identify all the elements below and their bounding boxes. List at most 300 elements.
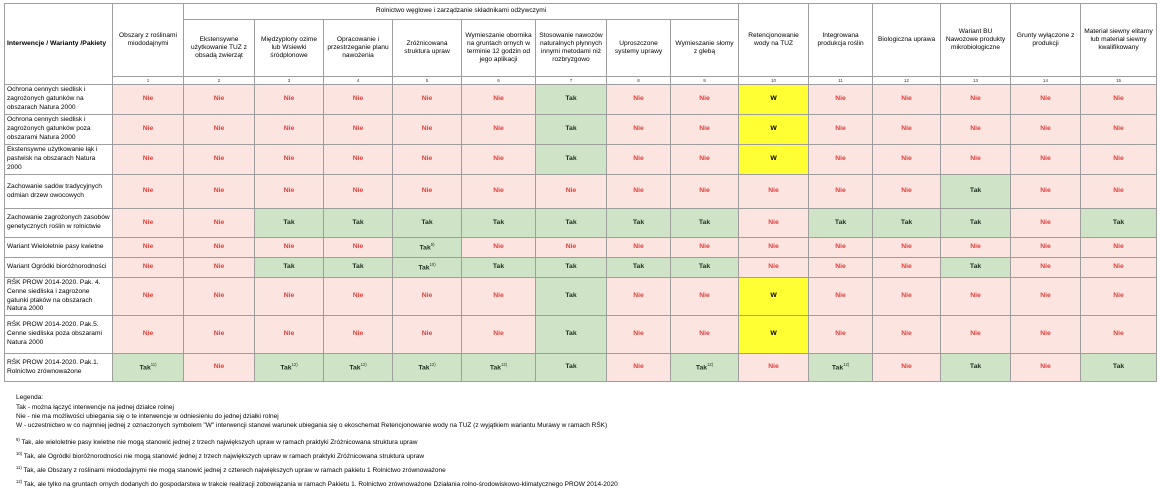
cell-tak — [393, 354, 462, 382]
cell-nie — [113, 316, 184, 354]
cell-value: Nie — [970, 292, 981, 300]
cell-nie — [1011, 354, 1081, 382]
cell-value: Nie — [493, 330, 504, 338]
cell-value: Nie — [1113, 155, 1124, 163]
cell-value: Nie — [142, 263, 154, 271]
cell-value: Nie — [970, 125, 981, 133]
cell-nie — [873, 145, 941, 175]
column-number: 15 — [1081, 77, 1157, 85]
cell-value: Nie — [213, 155, 225, 163]
cell-nie — [739, 258, 809, 278]
cell-value: Nie — [1040, 363, 1051, 371]
footnote-ref: 9) — [430, 242, 435, 248]
footnote-ref: 12) — [429, 362, 436, 368]
cell-w — [739, 278, 809, 316]
cell-value: Nie — [901, 363, 912, 371]
cell-nie — [184, 278, 255, 316]
cell-tak — [873, 209, 941, 238]
cell-value: Nie — [835, 95, 846, 103]
cell-value: Nie — [1040, 330, 1051, 338]
cell-value: Nie — [352, 125, 364, 133]
column-number: 12 — [873, 77, 941, 85]
cell-value: Nie — [421, 292, 433, 300]
cell-value: Nie — [1040, 187, 1051, 195]
cell-nie — [324, 85, 393, 115]
cell-nie — [1081, 85, 1157, 115]
row-label: RŚK PROW 2014-2020. Pak.5. Cenne siedliska poza obszarami Natura 2000 — [5, 316, 113, 354]
table-row — [5, 238, 1157, 258]
cell-nie — [393, 145, 462, 175]
cell-value: Tak — [421, 218, 433, 226]
cell-value: Nie — [768, 243, 779, 251]
cell-nie — [255, 175, 324, 209]
cell-value: Tak — [831, 364, 844, 372]
cell-nie — [1081, 258, 1157, 278]
cell-value: Tak — [565, 363, 577, 371]
cell-value: Nie — [699, 243, 710, 251]
column-number: 13 — [941, 77, 1011, 85]
cell-value: Tak — [565, 155, 577, 163]
table-row — [5, 316, 1157, 354]
row-label: Zachowanie sadów tradycyjnych odmian drzew owocowych — [5, 175, 113, 209]
table-row — [5, 354, 1157, 382]
legend-line-tak: Tak - można łączyć interwencje na jednej działce rolnej — [16, 404, 174, 411]
column-number: 10 — [739, 77, 809, 85]
cell-value: Nie — [633, 187, 644, 195]
cell-nie — [739, 238, 809, 258]
cell-value: Nie — [901, 243, 912, 251]
cell-nie — [607, 354, 671, 382]
cell-value: Nie — [1113, 292, 1124, 300]
cell-nie — [113, 85, 184, 115]
cell-value: Nie — [493, 243, 504, 251]
cell-value: Nie — [835, 330, 846, 338]
cell-value: Tak — [969, 218, 982, 226]
cell-nie — [462, 115, 536, 145]
cell-nie — [184, 354, 255, 382]
column-number: 3 — [255, 77, 324, 85]
cell-nie — [671, 238, 739, 258]
row-label: Zachowanie zagrożonych zasobów genetycznych roślin w rolnictwie — [5, 209, 113, 238]
row-label: Ochrona cennych siedlisk i zagrożonych gatunków poza obszarami Natura 2000 — [5, 115, 113, 145]
cell-tak — [393, 258, 462, 278]
cell-tak — [671, 354, 739, 382]
cell-value: Nie — [283, 95, 295, 103]
column-header: Integrowana produkcja roślin — [809, 4, 873, 77]
footnote-ref: 12) — [843, 362, 850, 368]
cell-nie — [873, 354, 941, 382]
cell-value: Tak — [900, 218, 913, 226]
cell-value: Nie — [970, 330, 981, 338]
cell-nie — [607, 278, 671, 316]
cell-value: Nie — [633, 125, 644, 133]
table-row — [5, 175, 1157, 209]
cell-nie — [941, 316, 1011, 354]
footnote-ref: 12) — [501, 362, 508, 368]
cell-value: Nie — [142, 330, 154, 338]
cell-nie — [671, 316, 739, 354]
cell-value: Nie — [213, 218, 225, 226]
corner-header: Interwencje / Warianty /Pakiety — [5, 4, 113, 85]
footnote — [16, 449, 618, 461]
cell-nie — [113, 258, 184, 278]
cell-nie — [462, 175, 536, 209]
cell-value: Nie — [142, 95, 154, 103]
cell-value: Tak — [492, 263, 505, 271]
column-number: 1 — [113, 77, 184, 85]
cell-value: Nie — [633, 330, 644, 338]
cell-value: Tak — [280, 364, 292, 372]
cell-value: Nie — [493, 187, 504, 195]
cell-value: Tak — [969, 363, 982, 371]
footnote-text: Tak, ale tylko na gruntach ornych dodanych do gospodarstwa w trakcie realizacji zobowiązania w ramach Pakietu 1. Rolnictwo zrównoważone Działania rolno-środowiskowo-klimatycznego PROW 2014-2020 — [23, 481, 618, 489]
cell-nie — [607, 175, 671, 209]
cell-value: Nie — [970, 95, 981, 103]
column-number: 2 — [184, 77, 255, 85]
cell-value: Nie — [835, 243, 846, 251]
cell-tak — [941, 258, 1011, 278]
cell-nie — [607, 115, 671, 145]
cell-nie — [941, 278, 1011, 316]
cell-value: Nie — [633, 243, 644, 251]
cell-value: Nie — [1040, 125, 1051, 133]
cell-value: Nie — [699, 292, 710, 300]
cell-tak — [255, 258, 324, 278]
cell-value: Tak — [834, 218, 847, 226]
row-label: Ekstensywne użytkowanie łąk i pastwisk na obszarach Natura 2000 — [5, 145, 113, 175]
cell-value: Nie — [352, 243, 364, 251]
cell-tak — [393, 209, 462, 238]
cell-value: Tak — [969, 187, 982, 195]
cell-value: Nie — [493, 155, 504, 163]
cell-nie — [671, 175, 739, 209]
cell-nie — [1011, 145, 1081, 175]
cell-tak — [941, 175, 1011, 209]
cell-value: Nie — [633, 363, 644, 371]
cell-value: Nie — [421, 330, 433, 338]
cell-value: Nie — [352, 187, 364, 195]
cell-value: Nie — [699, 95, 710, 103]
cell-nie — [1081, 278, 1157, 316]
footnote-mark: 11) — [16, 465, 22, 471]
row-label: Ochrona cennych siedlisk i zagrożonych gatunków na obszarach Natura 2000 — [5, 85, 113, 115]
cell-value: Nie — [213, 243, 225, 251]
cell-tak — [809, 209, 873, 238]
cell-value: Nie — [768, 187, 779, 195]
table-row — [5, 115, 1157, 145]
cell-value: Nie — [352, 95, 364, 103]
footnote-text: Tak, ale Obszary z roślinami miododajnymi nie mogą stanowić jednej z czterech największych upraw w ramach pakietu 1 Rolnictwo zrównoważone — [23, 467, 446, 475]
cell-value: Nie — [633, 155, 644, 163]
cell-value: Nie — [633, 292, 644, 300]
cell-nie — [809, 175, 873, 209]
cell-nie — [1011, 85, 1081, 115]
cell-nie — [255, 115, 324, 145]
cell-nie — [873, 115, 941, 145]
row-label: RŚK PROW 2014-2020. Pak. 4. Cenne siedliska i zagrożone gatunki ptaków na obszarach Natura 2000 — [5, 278, 113, 316]
legend-line-w: W - uczestnictwo w co najmniej jednej z oznaczonych symbolem "W" interwencji stanowi warunek ubiegania się o ekoschemat Retencjonowanie wody na TUZ (z wyjątkiem wariantu Murawy w ramach RŚK) — [16, 422, 608, 429]
cell-nie — [462, 278, 536, 316]
cell-nie — [184, 209, 255, 238]
cell-nie — [255, 316, 324, 354]
cell-nie — [607, 145, 671, 175]
cell-nie — [809, 85, 873, 115]
cell-tak — [671, 209, 739, 238]
cell-tak — [536, 115, 607, 145]
cell-value: Tak — [418, 264, 430, 272]
cell-value: Nie — [970, 155, 981, 163]
cell-value: Nie — [142, 125, 154, 133]
cell-tak — [941, 209, 1011, 238]
cell-tak — [113, 354, 184, 382]
cell-nie — [671, 115, 739, 145]
cell-value: Nie — [283, 243, 295, 251]
row-label: Wariant Ogródki bioróżnorodności — [5, 258, 113, 278]
cell-nie — [113, 278, 184, 316]
cell-nie — [462, 238, 536, 258]
cell-value: W — [770, 155, 777, 163]
cell-value: Nie — [493, 292, 504, 300]
cell-nie — [324, 316, 393, 354]
cell-tak — [1081, 209, 1157, 238]
cell-nie — [324, 278, 393, 316]
cell-tak — [324, 258, 393, 278]
cell-nie — [113, 209, 184, 238]
cell-tak — [536, 85, 607, 115]
column-header: Retencjonowanie wody na TUZ — [739, 4, 809, 77]
cell-nie — [113, 115, 184, 145]
cell-value: Nie — [970, 243, 981, 251]
cell-value: Nie — [213, 363, 225, 371]
column-header: Opracowanie i przestrzeganie planu nawożenia — [324, 20, 393, 77]
cell-nie — [184, 316, 255, 354]
cell-value: Nie — [1040, 95, 1051, 103]
cell-value: Nie — [493, 125, 504, 133]
column-header: Materiał siewny elitarny lub materiał siewny kwalifikowany — [1081, 4, 1157, 77]
cell-tak — [462, 258, 536, 278]
legend — [16, 393, 618, 492]
cell-value: Nie — [213, 330, 225, 338]
cell-value: Tak — [283, 263, 295, 271]
cell-nie — [739, 175, 809, 209]
footnote — [16, 463, 618, 475]
cell-value: Nie — [699, 330, 710, 338]
cell-value: Tak — [1112, 218, 1125, 226]
cell-w — [739, 85, 809, 115]
cell-nie — [393, 115, 462, 145]
cell-value: Nie — [768, 218, 779, 226]
cell-tak — [941, 354, 1011, 382]
cell-value: Nie — [352, 155, 364, 163]
cell-value: Nie — [565, 243, 577, 251]
cell-nie — [873, 278, 941, 316]
cell-value: Nie — [633, 95, 644, 103]
cell-nie — [184, 175, 255, 209]
cell-value: Tak — [139, 364, 151, 372]
cell-value: Tak — [419, 244, 431, 252]
table-row — [5, 145, 1157, 175]
cell-value: Tak — [695, 364, 708, 372]
cell-value: Tak — [565, 125, 577, 133]
cell-tak — [324, 354, 393, 382]
cell-value: Tak — [698, 218, 711, 226]
column-number: 4 — [324, 77, 393, 85]
cell-value: Nie — [283, 330, 295, 338]
cell-tak — [536, 278, 607, 316]
cell-tak — [1081, 354, 1157, 382]
cell-value: Nie — [699, 187, 710, 195]
cell-nie — [1011, 238, 1081, 258]
cell-nie — [671, 278, 739, 316]
cell-value: Tak — [283, 218, 295, 226]
cell-nie — [941, 115, 1011, 145]
cell-value: W — [770, 330, 777, 338]
cell-nie — [607, 316, 671, 354]
column-header: Biologiczna uprawa — [873, 4, 941, 77]
cell-value: Tak — [969, 263, 982, 271]
cell-value: Nie — [768, 363, 779, 371]
column-number: 8 — [607, 77, 671, 85]
column-number: 7 — [536, 77, 607, 85]
column-header: Zróżnicowana struktura upraw — [393, 20, 462, 77]
cell-tak — [255, 209, 324, 238]
cell-value: Tak — [352, 218, 364, 226]
column-number: 9 — [671, 77, 739, 85]
cell-value: Nie — [213, 125, 225, 133]
cell-nie — [873, 258, 941, 278]
cell-nie — [607, 85, 671, 115]
cell-value: Nie — [142, 292, 154, 300]
cell-value: Nie — [1040, 263, 1051, 271]
table-row — [5, 278, 1157, 316]
cell-tak — [536, 145, 607, 175]
footnote — [16, 477, 618, 489]
cell-value: Nie — [835, 292, 846, 300]
cell-value: Nie — [142, 155, 154, 163]
cell-value: Nie — [493, 95, 504, 103]
column-header: Ekstensywne użytkowanie TUZ z obsadą zwierząt — [184, 20, 255, 77]
cell-tak — [536, 258, 607, 278]
cell-nie — [184, 85, 255, 115]
cell-nie — [113, 175, 184, 209]
cell-value: Nie — [699, 125, 710, 133]
cell-nie — [809, 145, 873, 175]
cell-nie — [941, 145, 1011, 175]
cell-value: Nie — [1113, 263, 1124, 271]
cell-tak — [462, 354, 536, 382]
cell-nie — [393, 85, 462, 115]
cell-value: Nie — [213, 187, 225, 195]
cell-nie — [393, 175, 462, 209]
cell-nie — [1081, 145, 1157, 175]
cell-value: Tak — [565, 263, 577, 271]
cell-nie — [739, 209, 809, 238]
cell-tak — [393, 238, 462, 258]
cell-value: Nie — [213, 263, 225, 271]
cell-tak — [324, 209, 393, 238]
cell-value: Nie — [142, 218, 154, 226]
cell-value: Nie — [901, 263, 912, 271]
cell-tak — [809, 354, 873, 382]
cell-value: Nie — [1113, 243, 1124, 251]
cell-nie — [255, 278, 324, 316]
cell-nie — [324, 175, 393, 209]
cell-nie — [1081, 175, 1157, 209]
cell-value: Nie — [1113, 330, 1124, 338]
cell-tak — [462, 209, 536, 238]
table-row — [5, 85, 1157, 115]
legend-title: Legenda: — [16, 394, 44, 401]
footnote-ref: 12) — [360, 362, 367, 368]
column-header: Stosowanie nawozów naturalnych płynnych innymi metodami niż rozbryzgowo — [536, 20, 607, 77]
cell-value: Nie — [901, 187, 912, 195]
column-number: 5 — [393, 77, 462, 85]
cell-value: Tak — [565, 330, 577, 338]
cell-value: Nie — [421, 155, 433, 163]
column-header: Międzyplony ozime lub Wsiewki śródplonowe — [255, 20, 324, 77]
cell-nie — [184, 258, 255, 278]
cell-nie — [393, 278, 462, 316]
cell-value: Nie — [1040, 243, 1051, 251]
cell-tak — [671, 258, 739, 278]
cell-value: Nie — [835, 155, 846, 163]
cell-nie — [873, 316, 941, 354]
cell-value: Nie — [1040, 292, 1051, 300]
cell-nie — [462, 316, 536, 354]
cell-value: Tak — [565, 292, 577, 300]
cell-value: W — [770, 292, 777, 300]
cell-value: Tak — [565, 218, 577, 226]
cell-nie — [255, 85, 324, 115]
cell-nie — [393, 316, 462, 354]
column-header: Wariant BU Nawozowe produkty mikrobiologiczne — [941, 4, 1011, 77]
cell-value: Tak — [489, 364, 502, 372]
table-row — [5, 258, 1157, 278]
cell-value: Nie — [142, 187, 154, 195]
cell-value: Nie — [352, 292, 364, 300]
cell-nie — [462, 85, 536, 115]
cell-value: Nie — [699, 155, 710, 163]
cell-value: Nie — [565, 187, 577, 195]
cell-value: Tak — [565, 95, 577, 103]
cell-nie — [1011, 316, 1081, 354]
column-header: Grunty wyłączone z produkcji — [1011, 4, 1081, 77]
cell-nie — [809, 258, 873, 278]
cell-nie — [184, 238, 255, 258]
cell-value: Nie — [1113, 95, 1124, 103]
cell-nie — [809, 278, 873, 316]
compatibility-matrix-table — [4, 3, 1157, 382]
cell-value: Nie — [421, 187, 433, 195]
footnote-mark: 12) — [16, 479, 23, 485]
cell-nie — [1011, 278, 1081, 316]
cell-nie — [255, 238, 324, 258]
cell-value: Nie — [1040, 155, 1051, 163]
row-label: Wariant Wieloletnie pasy kwietne — [5, 238, 113, 258]
column-header: Uproszczone systemy uprawy — [607, 20, 671, 77]
cell-nie — [671, 145, 739, 175]
cell-value: W — [770, 95, 777, 103]
footnote-ref: 11) — [150, 362, 157, 368]
column-number: 11 — [809, 77, 873, 85]
cell-tak — [255, 354, 324, 382]
cell-value: Nie — [901, 125, 912, 133]
column-number: 14 — [1011, 77, 1081, 85]
cell-value: Nie — [901, 330, 912, 338]
footnote-text: Tak, ale Ogródki bioróżnorodności nie mogą stanowić jednej z trzech największych upraw w ramach praktyki Zróżnicowana struktura upraw — [23, 453, 425, 461]
footnote — [16, 435, 618, 447]
cell-tak — [607, 258, 671, 278]
